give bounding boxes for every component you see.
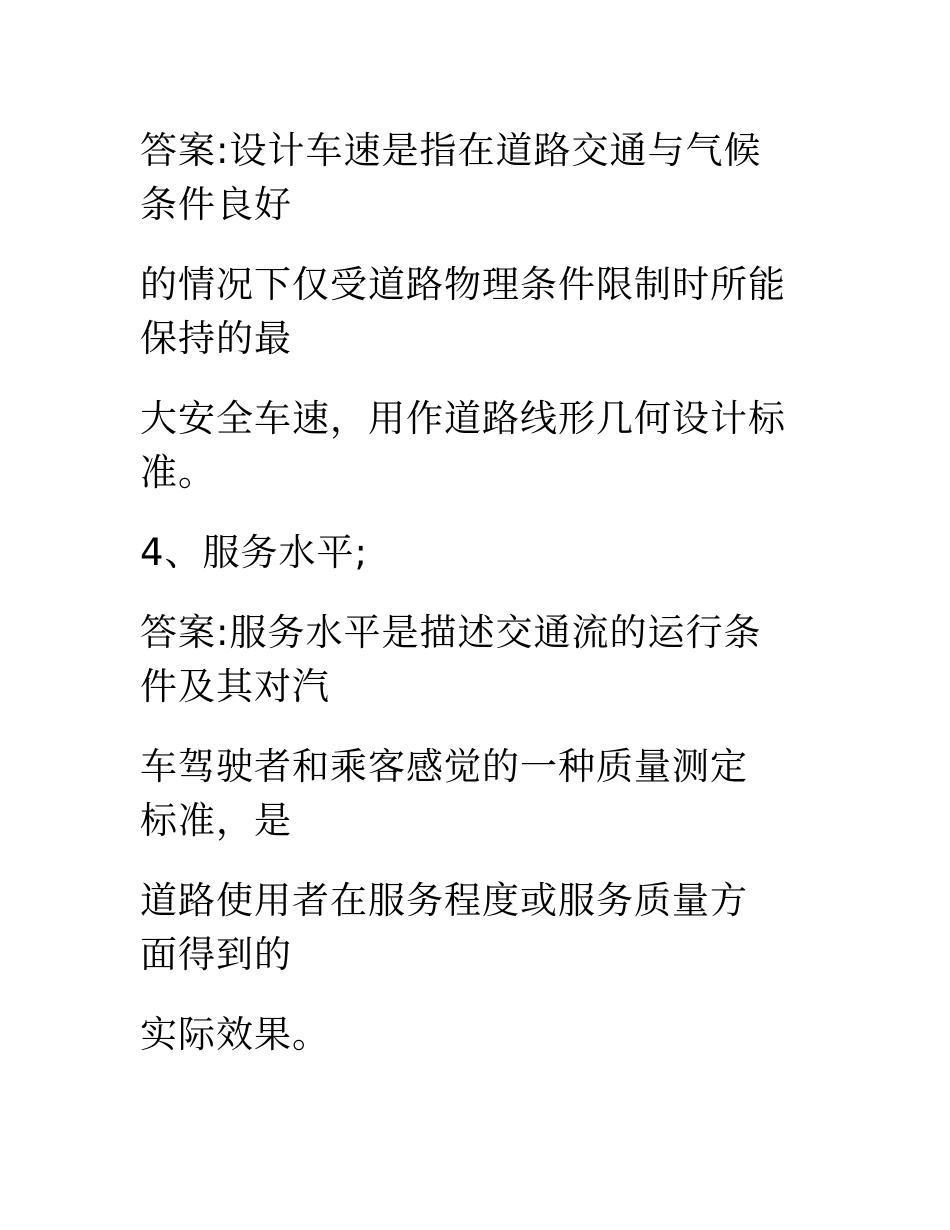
paragraph-4 <box>140 606 820 714</box>
text-line: 准。 <box>140 451 216 494</box>
text-line: 保持的最 <box>140 317 292 360</box>
paragraph-1 <box>140 124 820 232</box>
text-line: 条件良好 <box>140 183 292 226</box>
text-line: 道路使用者在服务程度或服务质量方 <box>140 879 748 922</box>
text-line: 大安全车速，用作道路线形几何设计标 <box>140 397 786 440</box>
text-line: 答案:设计车速是指在道路交通与气候 <box>140 129 762 172</box>
text-line: 4、服务水平; <box>140 531 369 574</box>
text-line: 标准，是 <box>140 799 292 842</box>
section-heading <box>140 526 820 580</box>
paragraph-7 <box>140 1008 820 1062</box>
text-line: 面得到的 <box>140 933 292 976</box>
paragraph-2 <box>140 258 820 366</box>
text-line: 实际效果。 <box>140 1013 330 1056</box>
paragraph-6 <box>140 874 820 982</box>
text-line: 的情况下仅受道路物理条件限制时所能 <box>140 263 786 306</box>
text-line: 件及其对汽 <box>140 665 330 708</box>
document-body <box>140 124 820 1088</box>
paragraph-3 <box>140 392 820 500</box>
text-line: 车驾驶者和乘客感觉的一种质量测定 <box>140 745 748 788</box>
text-line: 答案:服务水平是描述交通流的运行条 <box>140 611 762 654</box>
paragraph-5 <box>140 740 820 848</box>
